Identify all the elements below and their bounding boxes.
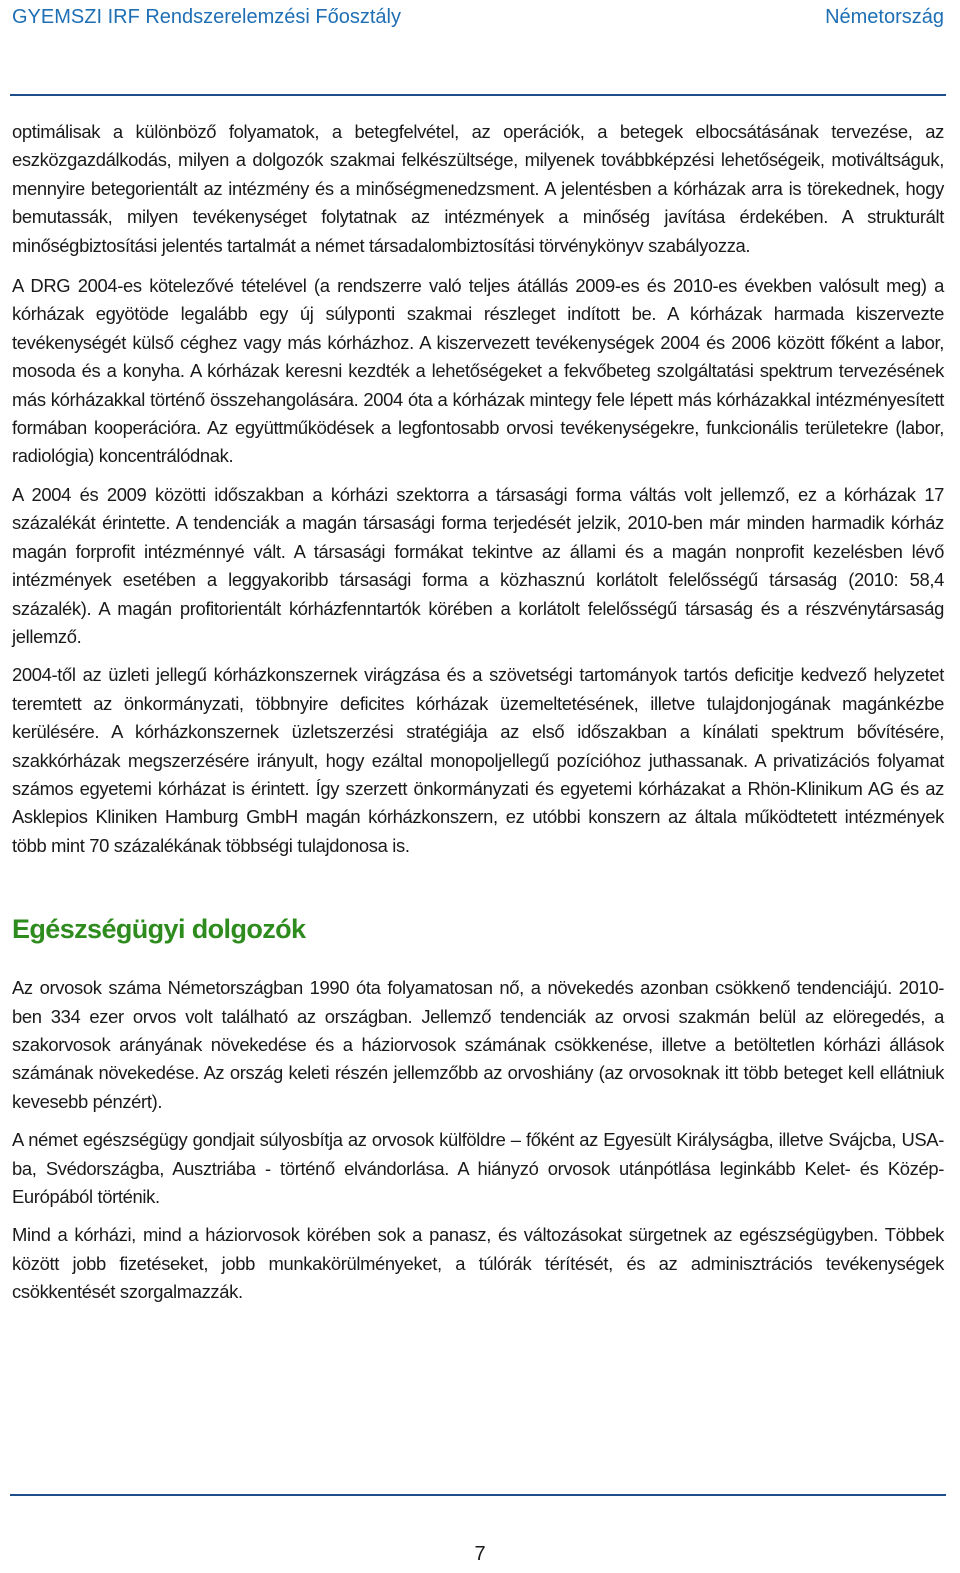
paragraph: A német egészségügy gondjait súlyosbítja az orvosok külföldre – főként az Egyesült Királyságba, illetve Svájcba, USA-ba, Svédországba, Ausztriába - történő elvándorlása. A hiányzó orvosok utánpótlása leginkább Kelet- és Közép-Európából történik. [12, 1129, 944, 1207]
header-country: Németország [825, 5, 944, 28]
paragraph: A DRG 2004-es kötelezővé tételével (a rendszerre való teljes átállás 2009-es és 2010-es években valósult meg) a kórházak egyötöde legalább egy új súlyponti szakmai részleget indított be. A kórházak harmada kiszervezte tevékenységét külső céghez vagy más kórházhoz. A kiszervezett tevékenységek 2004 és 2006 között főként a labor, mosoda és a konyha. A kórházak keresni kezdték a lehetőségeket a fekvőbeteg szolgáltatási spektrum tervezésének más kórházakkal történő összehangolására. 2004 óta a kórházak mintegy fele lépett más kórházakkal intézményesített formában kooperációra. Az együttműködések a legfontosabb orvosi tevékenységekre, funkcionális területekre (labor, radiológia) koncentrálódnak. [12, 275, 944, 467]
paragraph: Mind a kórházi, mind a háziorvosok körében sok a panasz, és változásokat sürgetnek az egészségügyben. Többek között jobb fizetéseket, jobb munkakörülményeket, a túlórák térítését, és az adminisztrációs tevékenységek csökkentését szorgalmazzák. [12, 1224, 944, 1303]
header-organization: GYEMSZI IRF Rendszerelemzési Főosztály [12, 5, 401, 28]
paragraph: Az orvosok száma Németországban 1990 óta folyamatosan nő, a növekedés azonban csökkenő tendenciájú. 2010-ben 334 ezer orvos volt található az országban. Jellemző tendenciák az orvosi szakmán belül az elöregedés, a szakorvosok arányának növekedése és a háziorvosok számának csökkenése, illetve a betöltetlen kórházi állások számának növekedése. Az ország keleti részén jellemzőbb az orvoshiány (az orvosoknak itt több beteget kell ellátniuk kevesebb pénzért). [12, 977, 944, 1112]
paragraph: optimálisak a különböző folyamatok, a betegfelvétel, az operációk, a betegek elbocsátásának tervezése, az eszközgazdálkodás, milyen a dolgozók szakmai felkészültsége, milyenek továbbképzési lehetőségeik, motiváltságuk, mennyire betegorientált az intézmény és a minőségmenedzsment. A jelentésben a kórházak arra is törekednek, hogy bemutassák, milyen tevékenységet folytatnak az intézmények a minőség javítása érdekében. A strukturált minőségbiztosítási jelentés tartalmát a német társadalombiztosítási törvénykönyv szabályozza. [12, 121, 944, 256]
page-header [12, 0, 944, 34]
page-number: 7 [474, 1543, 486, 1565]
paragraph: 2004-től az üzleti jellegű kórházkonszernek virágzása és a szövetségi tartományok tartós deficitje kedvező helyzetet teremtett az önkormányzati, többnyire deficites kórházak üzemeltetésének, illetve tulajdonjogának magánkézbe kerülésére. A kórházkonszernek üzletszerzési stratégiája az első időszakban a kínálati spektrum bővítésére, szakkórházak megszerzésére irányult, hogy ezáltal monopoljellegű pozícióhoz juthassanak. A privatizációs folyamat számos egyetemi kórházat is érintett. Így szerzett önkormányzati és egyetemi kórházakat a Rhön-Klinikum AG és az Asklepios Kliniken Hamburg GmbH magán kórházkonszern, ez utóbbi konszern az általa működtetett intézmények több mint 70 százalékának többségi tulajdonosa is. [12, 664, 944, 856]
section-heading: Egészségügyi dolgozók [12, 914, 306, 945]
paragraph: A 2004 és 2009 közötti időszakban a kórházi szektorra a társasági forma váltás volt jellemző, ez a kórházak 17 százalékát érintette. A tendenciák a magán társasági forma terjedését jelzik, 2010-ben már minden harmadik kórház magán forprofit intézménnyé vált. A társasági formákat tekintve az állami és a magán nonprofit kezelésben lévő intézmények esetében a leggyakoribb társasági forma a közhasznú korlátolt felelősségű társaság (2010: 58,4 százalék). A magán profitorientált kórházfenntartók körében a korlátolt felelősségű társaság és a részvénytársaság jellemző. [12, 483, 944, 647]
document-body [12, 118, 944, 1317]
header-divider [10, 94, 946, 96]
footer-divider [10, 1494, 946, 1496]
